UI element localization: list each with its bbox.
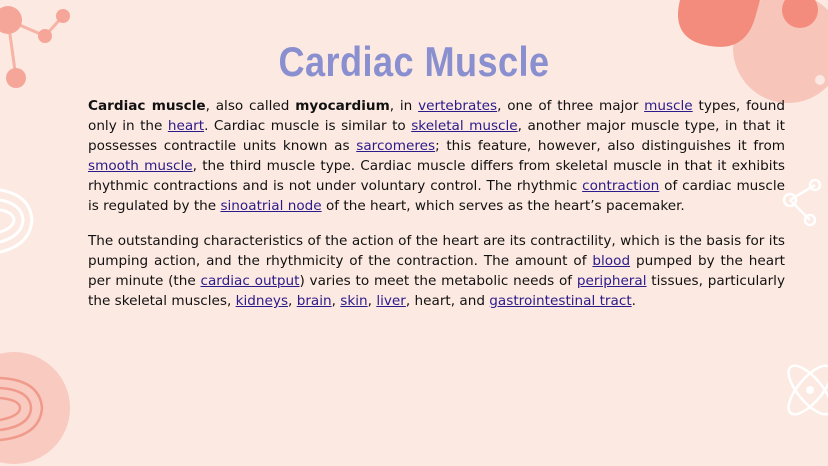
atom-decoration-bottom-right (770, 340, 828, 450)
link-skeletal-muscle[interactable]: skeletal muscle (411, 118, 518, 134)
link-heart[interactable]: heart (167, 118, 205, 134)
link-vertebrates[interactable]: vertebrates (418, 98, 498, 114)
link-gastrointestinal-tract[interactable]: gastrointestinal tract (489, 293, 632, 309)
link-kidneys[interactable]: kidneys (235, 293, 289, 309)
text-segment: , (288, 293, 297, 309)
text-segment: , heart, and (405, 293, 490, 309)
fingerprint-circle-decoration-bottom-left (0, 340, 70, 466)
text-segment: , another major muscle type, in that it possesses contractile units known as (88, 118, 785, 154)
text-segment: pumped by the heart per minute (the (88, 253, 785, 289)
paragraph-1 (88, 96, 785, 216)
text-segment: , (367, 293, 377, 309)
text-segment: , (331, 293, 341, 309)
link-liver[interactable]: liver (376, 293, 406, 309)
paragraph-2 (88, 231, 785, 311)
text-segment: of the heart, which serves as the heart’s pacemaker. (321, 198, 685, 214)
text-segment: , the third muscle type. Cardiac muscle differs from skeletal muscle in that it exhibits rhythmic contractions and is not under voluntary control. The rhythmic (88, 158, 785, 194)
text-segment: tissues, particularly the skeletal muscles, (88, 273, 785, 309)
link-blood[interactable]: blood (592, 253, 631, 269)
link-cardiac-output[interactable]: cardiac output (200, 273, 300, 289)
text-segment: . Cardiac muscle is similar to (204, 118, 412, 134)
text-segment: types, found only in the (88, 98, 786, 134)
bold-term: Cardiac muscle (88, 98, 206, 114)
text-segment: The outstanding characteristics of the action of the heart are its contractility, which is the basis for its pumping action, and the rhythmicity of the contraction. The amount of (88, 233, 785, 269)
link-smooth-muscle[interactable]: smooth muscle (88, 158, 193, 174)
text-segment: ) varies to meet the metabolic needs of (299, 273, 577, 289)
text-segment: ; this feature, however, also distinguishes it from (435, 138, 786, 154)
text-segment: , in (389, 98, 419, 114)
text-segment: of cardiac muscle is regulated by the (88, 178, 785, 214)
link-brain[interactable]: brain (296, 293, 332, 309)
link-contraction[interactable]: contraction (582, 178, 660, 194)
fingerprint-decoration-left (0, 180, 40, 260)
link-peripheral[interactable]: peripheral (576, 273, 647, 289)
bold-term: myocardium (295, 98, 390, 114)
text-segment: . (631, 293, 636, 309)
link-skin[interactable]: skin (340, 293, 368, 309)
link-sinoatrial-node[interactable]: sinoatrial node (220, 198, 322, 214)
text-segment: , also called (205, 98, 296, 114)
slide-title: Cardiac Muscle (278, 38, 550, 85)
link-muscle[interactable]: muscle (644, 98, 693, 114)
link-sarcomeres[interactable]: sarcomeres (356, 138, 436, 154)
text-segment: , one of three major (497, 98, 645, 114)
